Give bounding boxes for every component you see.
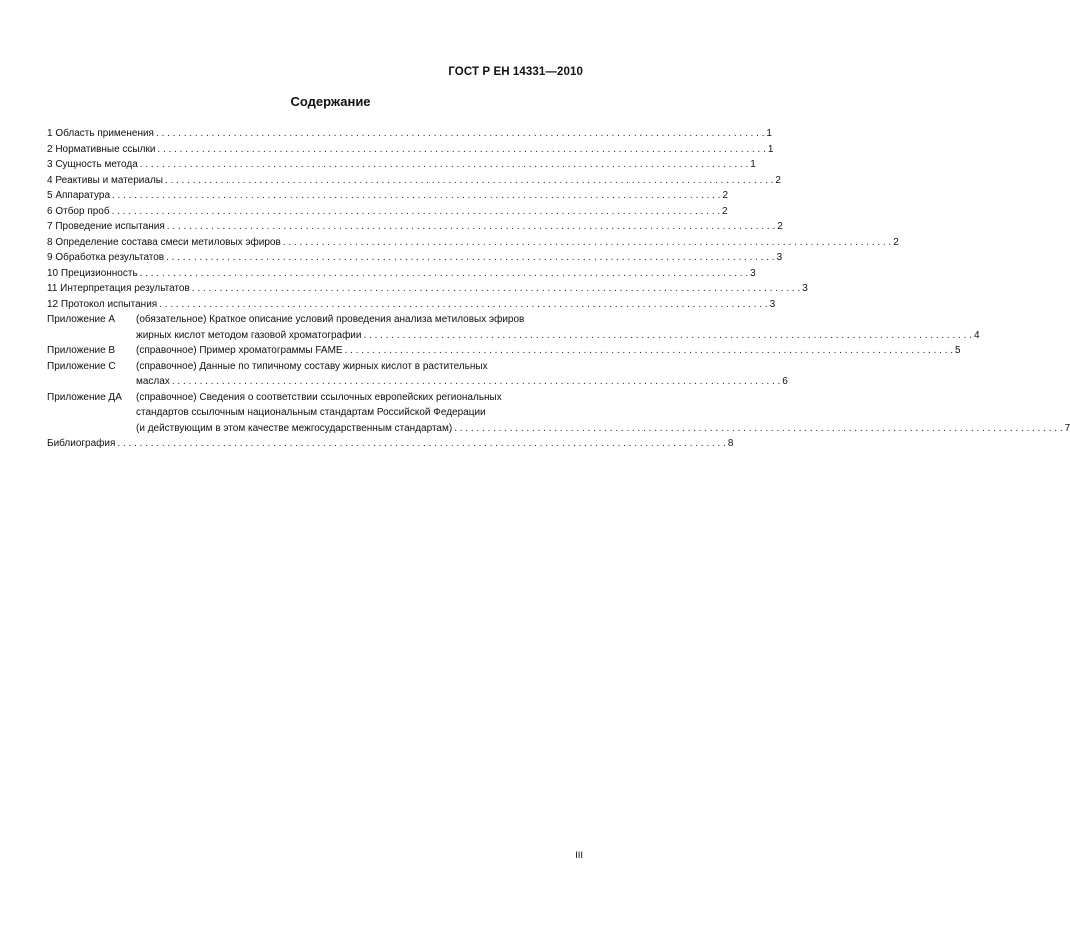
toc-entry-label: (и действующим в этом качестве межгосударственным стандартам) xyxy=(136,422,453,434)
toc-entry-label: 12 Протокол испытания xyxy=(47,298,158,310)
toc-page-number: 2 xyxy=(893,236,899,248)
page-folio: III xyxy=(575,850,583,861)
appendix-last-line xyxy=(136,343,961,359)
dot-leader xyxy=(112,188,720,204)
toc-entry[interactable] xyxy=(47,173,781,189)
toc-entry-label: маслах xyxy=(136,376,170,387)
toc-entry[interactable] xyxy=(47,297,776,313)
dot-leader xyxy=(166,250,774,266)
dot-leader xyxy=(454,421,1062,437)
toc-entry[interactable] xyxy=(47,126,772,142)
toc-entry[interactable] xyxy=(47,235,899,251)
table-of-contents xyxy=(47,126,1070,452)
toc-page-number: 8 xyxy=(727,438,734,449)
toc-page-number: 1 xyxy=(766,128,772,139)
dot-leader xyxy=(192,281,800,297)
appendix-last-line xyxy=(136,374,788,390)
toc-entry[interactable] xyxy=(47,219,783,235)
dot-leader xyxy=(112,204,720,220)
dot-leader xyxy=(172,374,780,390)
appendix-line: (справочное) Данные по типичному составу жирных кислот в растительных xyxy=(136,360,488,372)
toc-entry-label: 5 Аппаратура xyxy=(47,190,111,201)
toc-page-number: 6 xyxy=(782,376,788,387)
toc-entry-label: 3 Сущность метода xyxy=(47,159,138,170)
toc-entry-label: 10 Прецизионность xyxy=(47,267,138,279)
toc-appendix-entry[interactable] xyxy=(47,390,1070,437)
toc-page-number: 4 xyxy=(973,329,980,341)
toc-entry-label: 4 Реактивы и материалы xyxy=(47,174,163,186)
toc-entry-label: 9 Обработка результатов xyxy=(47,252,165,263)
toc-entry-label: (справочное) Пример хроматограммы FAME xyxy=(136,345,343,356)
toc-entry-label: жирных кислот методом газовой хроматографии xyxy=(136,329,362,341)
toc-entry[interactable] xyxy=(47,281,808,297)
toc-appendix-entry[interactable] xyxy=(47,359,788,390)
appendix-description xyxy=(136,343,961,359)
dot-leader xyxy=(283,235,891,251)
toc-page-number: 3 xyxy=(769,298,776,310)
toc-entry-label: Библиография xyxy=(47,438,116,449)
toc-page-number: 3 xyxy=(802,283,808,294)
toc-page-number: 2 xyxy=(722,190,729,201)
appendix-label: Приложение ДА xyxy=(47,391,122,403)
appendix-label: Приложение В xyxy=(47,345,116,356)
toc-entry[interactable] xyxy=(47,204,728,220)
dot-leader xyxy=(156,126,764,142)
appendix-last-line xyxy=(136,421,1070,437)
toc-page-number: 2 xyxy=(777,221,783,232)
toc-entry[interactable] xyxy=(47,142,774,158)
appendix-line: (обязательное) Краткое описание условий проведения анализа метиловых эфиров xyxy=(136,314,525,325)
toc-entry-label: 1 Область применения xyxy=(47,128,154,139)
appendix-label: Приложение С xyxy=(47,360,116,372)
dot-leader xyxy=(157,142,765,158)
toc-page-number: 2 xyxy=(775,174,781,186)
toc-entry[interactable] xyxy=(47,250,783,266)
appendix-label: Приложение А xyxy=(47,314,116,325)
appendix-description xyxy=(136,312,980,343)
appendix-description xyxy=(136,390,1070,437)
toc-entry-label: 8 Определение состава смеси метиловых эфиров xyxy=(47,236,281,248)
document-code: ГОСТ Р ЕН 14331—2010 xyxy=(448,66,583,78)
toc-page-number: 5 xyxy=(955,345,961,356)
toc-page-number: 7 xyxy=(1064,422,1070,434)
dot-leader xyxy=(345,343,953,359)
toc-page-number: 3 xyxy=(750,267,756,279)
dot-leader xyxy=(117,436,725,452)
dot-leader xyxy=(363,328,971,344)
toc-entry-label: 2 Нормативные ссылки xyxy=(47,143,156,155)
appendix-description xyxy=(136,359,788,390)
toc-entry-label: 7 Проведение испытания xyxy=(47,221,165,232)
appendix-last-line xyxy=(136,328,980,344)
toc-entry[interactable] xyxy=(47,188,729,204)
toc-entry[interactable] xyxy=(47,266,756,282)
toc-appendix-entry[interactable] xyxy=(47,343,961,359)
appendix-line: (справочное) Сведения о соответствии ссылочных европейских региональных xyxy=(136,391,502,403)
toc-entry-bibliography[interactable] xyxy=(47,436,734,452)
toc-page-number: 2 xyxy=(722,205,728,217)
toc-page-number: 1 xyxy=(750,159,756,170)
dot-leader xyxy=(167,219,775,235)
toc-entry-label: 6 Отбор проб xyxy=(47,205,110,217)
dot-leader xyxy=(140,266,748,282)
dot-leader xyxy=(140,157,748,173)
dot-leader xyxy=(165,173,773,189)
toc-page-number: 1 xyxy=(767,143,774,155)
toc-entry-label: 11 Интерпретация результатов xyxy=(47,283,190,294)
appendix-line: стандартов ссылочным национальным стандартам Российской Федерации xyxy=(136,407,486,418)
toc-title: Содержание xyxy=(290,94,371,109)
toc-appendix-entry[interactable] xyxy=(47,312,980,343)
dot-leader xyxy=(159,297,767,313)
toc-entry[interactable] xyxy=(47,157,756,173)
toc-page-number: 3 xyxy=(776,252,783,263)
